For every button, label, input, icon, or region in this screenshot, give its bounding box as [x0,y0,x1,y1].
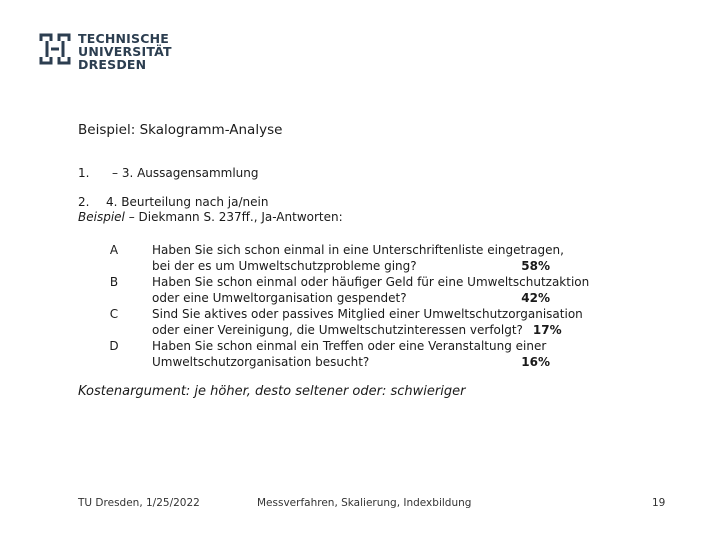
logo-line-2: UNIVERSITÄT [78,44,172,59]
university-logo [38,30,172,74]
footer-title: Messverfahren, Skalierung, Indexbildung [257,497,472,509]
item-question-end: bei der es um Umweltschutzprobleme ging? [152,259,417,273]
tud-logo-icon [38,32,72,66]
example-line [78,210,343,224]
page-number: 19 [652,497,666,509]
item-a [78,242,598,274]
logo-line-1: TECHNISCHE [78,31,169,46]
item-text [152,242,592,274]
list-item [78,166,259,180]
list-text: – 3. Aussagensammlung [112,166,259,180]
item-text [152,274,592,306]
cost-argument: Kostenargument: je höher, desto seltener oder: schwieriger [78,384,466,399]
item-percentage: 16% [521,355,550,369]
item-b [78,274,598,306]
item-text [152,306,592,338]
example-source: – Diekmann S. 237ff., Ja-Antworten: [124,210,343,224]
item-line-1: Sind Sie aktives oder passives Mitglied einer Umweltschutzorganisation [152,307,583,321]
item-question-end: Umweltschutzorganisation besucht? [152,355,370,369]
item-percentage: 58% [521,259,550,273]
list-number: 2. [78,195,90,209]
item-line-1: Haben Sie schon einmal ein Treffen oder eine Veranstaltung einer [152,339,547,353]
logo-text [78,32,172,71]
item-percentage: 17% [532,323,562,337]
item-d [78,338,598,370]
item-letter: A [109,243,119,257]
list-item [78,195,268,209]
item-letter: B [109,275,119,289]
item-line-2 [152,354,592,370]
list-number: 1. [78,166,90,180]
logo-line-3: DRESDEN [78,57,147,72]
list-text: 4. Beurteilung nach ja/nein [106,195,269,209]
item-text [152,338,592,370]
item-question-end: oder eine Umweltorganisation gespendet? [152,291,407,305]
item-c [78,306,598,338]
example-label: Beispiel [78,210,125,224]
footer-date: TU Dresden, 1/25/2022 [78,497,200,509]
item-line-2 [152,322,592,338]
item-line-1: Haben Sie schon einmal oder häufiger Geld für eine Umweltschutzaktion [152,275,590,289]
item-line-2 [152,258,592,274]
item-question-end: oder einer Vereinigung, die Umweltschutzinteressen verfolgt? [152,323,523,337]
item-letter: D [109,339,119,353]
item-line-2 [152,290,592,306]
item-percentage: 42% [521,291,550,305]
slide-heading: Beispiel: Skalogramm-Analyse [78,122,283,138]
item-line-1: Haben Sie sich schon einmal in eine Unterschriftenliste eingetragen, [152,243,564,257]
items-list [78,242,598,370]
item-letter: C [109,307,119,321]
